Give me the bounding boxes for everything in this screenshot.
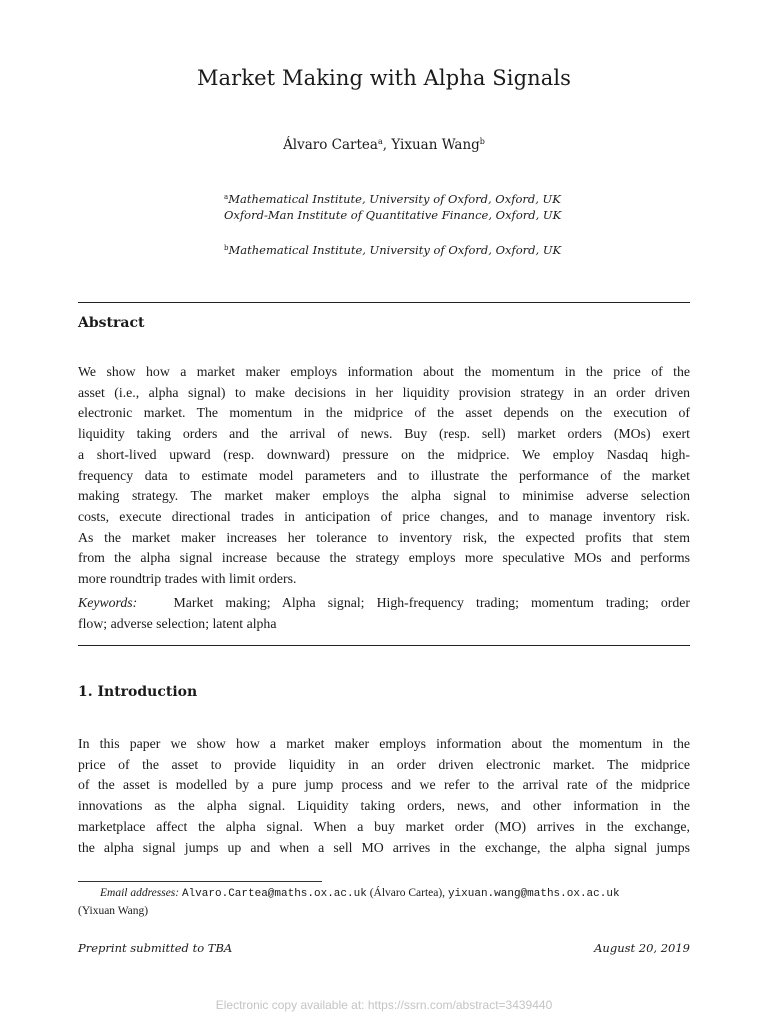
footnote-emails [78, 885, 690, 920]
affiliation-line: Mathematical Institute, University of Oxford, Oxford, UK [228, 192, 561, 206]
email-link[interactable]: Alvaro.Cartea@maths.ox.ac.uk [181, 888, 367, 900]
affiliation-marker: a [377, 137, 383, 146]
abstract-line: from the alpha signal increase because the strategy employs more speculative MOs and performs [78, 550, 690, 566]
abstract-body [78, 362, 690, 590]
preprint-date: August 20, 2019 [594, 941, 690, 955]
abstract-line: making strategy. The market maker employs the alpha signal to minimise adverse selection [78, 488, 690, 504]
introduction-body [78, 734, 690, 858]
introduction-line: price of the asset to provide liquidity in an order driven electronic market. The midprice [78, 756, 690, 772]
ssrn-watermark: Electronic copy available at: https://ssrn.com/abstract=3439440 [215, 998, 553, 1012]
abstract-top-rule [78, 302, 690, 303]
abstract-line: liquidity taking orders and the arrival of news. Buy (resp. sell) market orders (MOs) exert [78, 426, 690, 442]
abstract-line: frequency data to estimate model parameters and to illustrate the performance of the market [78, 467, 690, 483]
abstract-line: costs, execute directional trades in anticipation of price changes, and to manage inventory risk. [78, 508, 690, 524]
footnote-author-name: (Álvaro Cartea), [366, 887, 448, 899]
introduction-line: marketplace affect the alpha signal. When a buy market order (MO) arrives in the exchange, [78, 818, 690, 834]
abstract-line: electronic market. The momentum in the midprice of the asset depends on the execution of [78, 405, 690, 421]
abstract-bottom-rule [78, 645, 690, 646]
author-name: Álvaro Cartea [283, 137, 378, 153]
keywords-label: Keywords: [78, 595, 138, 610]
preprint-note: Preprint submitted to TBA [78, 941, 233, 955]
keywords-line: flow; adverse selection; latent alpha [78, 615, 277, 631]
affiliation-marker: b [224, 244, 229, 252]
paper-title: Market Making with Alpha Signals [196, 66, 572, 90]
footnote-label: Email addresses: [100, 887, 180, 899]
affiliation-marker: a [224, 193, 229, 201]
abstract-line: As the market maker increases her tolerance to inventory risk, the expected profits that stem [78, 529, 690, 545]
abstract-heading: Abstract [78, 315, 145, 331]
author-list [0, 137, 768, 153]
introduction-line: the alpha signal jumps up and when a sell MO arrives in the exchange, the alpha signal jumps [78, 839, 690, 855]
keywords-line [78, 593, 690, 614]
keywords-text: Market making; Alpha signal; High-frequency trading; momentum trading; order [173, 595, 690, 610]
section-heading-introduction: 1. Introduction [78, 684, 198, 700]
keywords [78, 593, 690, 634]
affiliation-a [224, 189, 644, 223]
footnote-rule [78, 881, 322, 882]
introduction-line: of the asset is modelled by a pure jump process and we refer to the arrival rate of the midprice [78, 777, 690, 793]
introduction-line: innovations as the alpha signal. Liquidity taking orders, news, and other information in the [78, 798, 690, 814]
affiliation-line: Oxford-Man Institute of Quantitative Finance, Oxford, UK [224, 208, 562, 222]
affiliation-b [224, 240, 644, 258]
affiliation-line: Mathematical Institute, University of Oxford, Oxford, UK [228, 243, 562, 257]
abstract-line: a short-lived upward (resp. downward) pressure on the midprice. We employ Nasdaq high- [78, 446, 690, 462]
abstract-line: asset (i.e., alpha signal) to make decisions in her liquidity provision strategy in an order driven [78, 384, 690, 400]
footnote-author-name: (Yixuan Wang) [78, 905, 149, 917]
author-name: Yixuan Wang [391, 137, 480, 153]
abstract-line: We show how a market maker employs information about the momentum in the price of the [78, 364, 690, 379]
introduction-line: In this paper we show how a market maker employs information about the momentum in the [78, 736, 690, 751]
affiliation-marker: b [479, 137, 485, 146]
abstract-line: more roundtrip trades with limit orders. [78, 571, 297, 587]
author-separator: , [382, 137, 392, 153]
email-link[interactable]: yixuan.wang@maths.ox.ac.uk [447, 888, 620, 900]
